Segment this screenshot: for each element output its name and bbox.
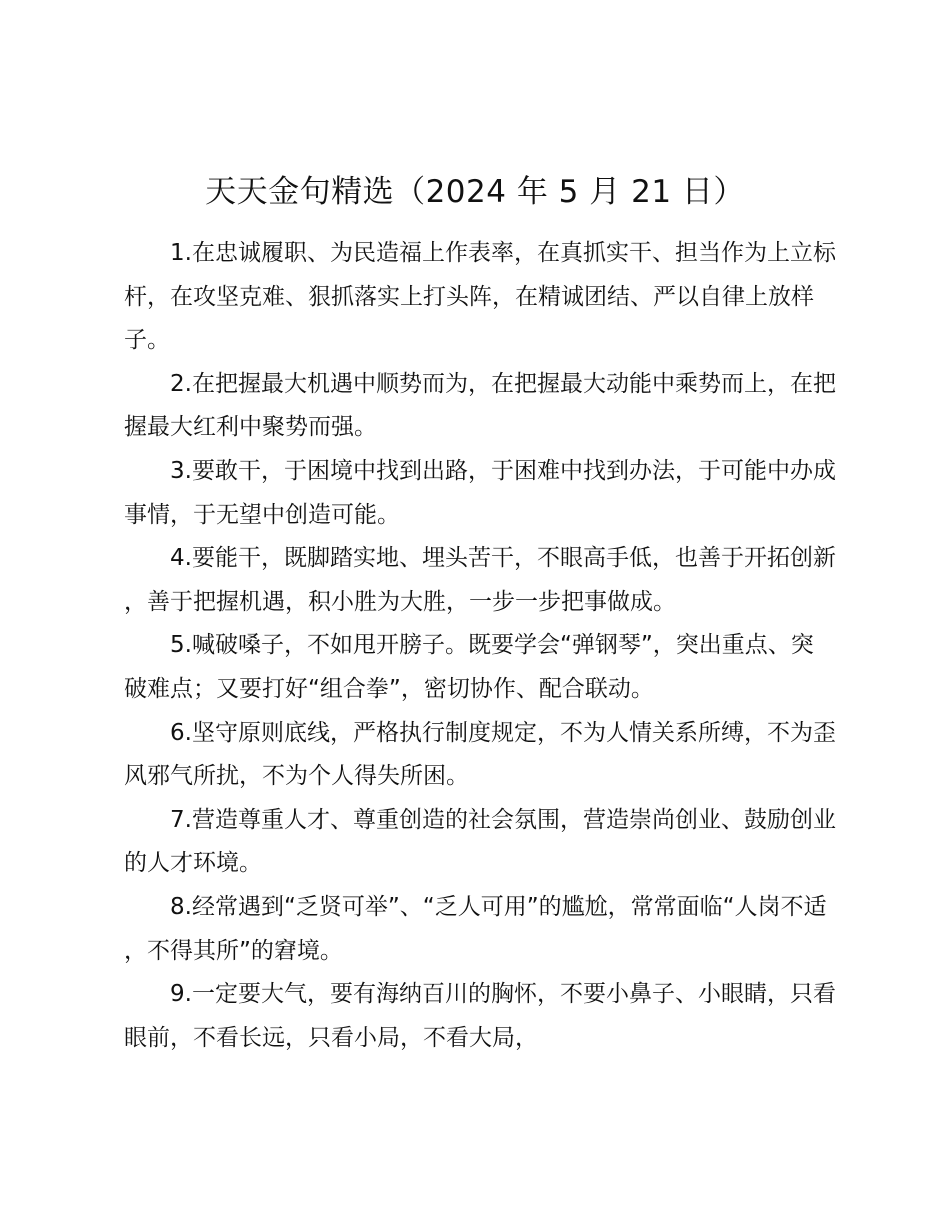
quote-paragraph-4: 4.要能干，既脚踏实地、埋头苦干，不眼高手低，也善于开拓创新，善于把握机遇，积小胜为大胜，一步一步把事做成。: [124, 545, 836, 615]
page-title: 天天金句精选（2024 年 5 月 21 日）: [205, 174, 745, 210]
quote-paragraph-9: 9.一定要大气，要有海纳百川的胸怀，不要小鼻子、小眼睛，只看眼前，不看长远，只看小局，不看大局，: [124, 981, 836, 1051]
quote-paragraph-7: 7.营造尊重人才、尊重创造的社会氛围，营造崇尚创业、鼓励创业的人才环境。: [124, 806, 836, 877]
document-body: [124, 232, 836, 1060]
quote-paragraph-1: 1.在忠诚履职、为民造福上作表率，在真抓实干、担当作为上立标杆，在攻坚克难、狠抓落实上打头阵，在精诚团结、严以自律上放样子。: [124, 240, 836, 354]
quote-paragraph-6: 6.坚守原则底线，严格执行制度规定，不为人情关系所缚，不为歪风邪气所扰，不为个人得失所困。: [124, 719, 836, 790]
quote-paragraph-5: 5.喊破嗓子，不如甩开膀子。既要学会“弹钢琴”，突出重点、突破难点；又要打好“组合拳”，密切协作、配合联动。: [124, 632, 814, 702]
quote-paragraph-2: 2.在把握最大机遇中顺势而为，在把握最大动能中乘势而上，在把握最大红利中聚势而强。: [124, 370, 836, 441]
quote-paragraph-8: 8.经常遇到“乏贤可举”、“乏人可用”的尴尬，常常面临“人岗不适，不得其所”的窘境。: [124, 893, 827, 964]
quote-paragraph-3: 3.要敢干，于困境中找到出路，于困难中找到办法，于可能中办成事情，于无望中创造可能。: [124, 457, 836, 528]
